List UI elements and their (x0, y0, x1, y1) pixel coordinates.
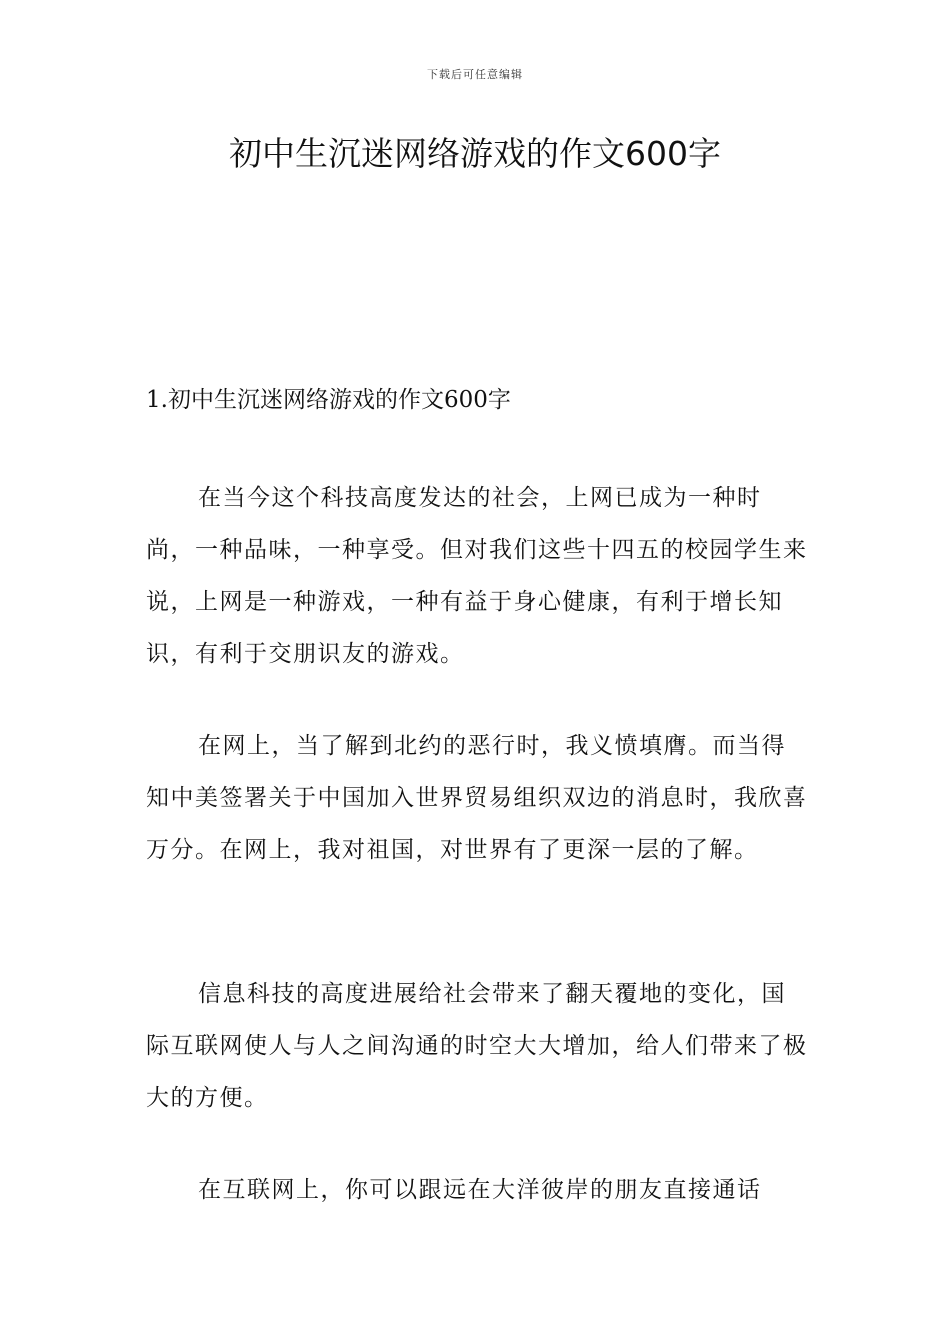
section-heading: 1.初中生沉迷网络游戏的作文600字 (146, 387, 511, 413)
body-paragraph-4: 在互联网上，你可以跟远在大洋彼岸的朋友直接通话 (198, 1177, 762, 1203)
document-title: 初中生沉迷网络游戏的作文600字 (229, 134, 721, 173)
body-paragraph-1: 在当今这个科技高度发达的社会，上网已成为一种时尚，一种品味，一种享受。但对我们这些十四五的校园学生来说，上网是一种游戏，一种有益于身心健康，有利于增长知识，有利于交朋识友的游戏。 (146, 485, 808, 667)
header-note: 下载后可任意编辑 (427, 68, 523, 81)
body-paragraph-2: 在网上，当了解到北约的恶行时，我义愤填膺。而当得知中美签署关于中国加入世界贸易组织双边的消息时，我欣喜万分。在网上，我对祖国，对世界有了更深一层的了解。 (146, 733, 808, 863)
body-paragraph-3: 信息科技的高度进展给社会带来了翻天覆地的变化，国际互联网使人与人之间沟通的时空大大增加，给人们带来了极大的方便。 (146, 981, 808, 1111)
